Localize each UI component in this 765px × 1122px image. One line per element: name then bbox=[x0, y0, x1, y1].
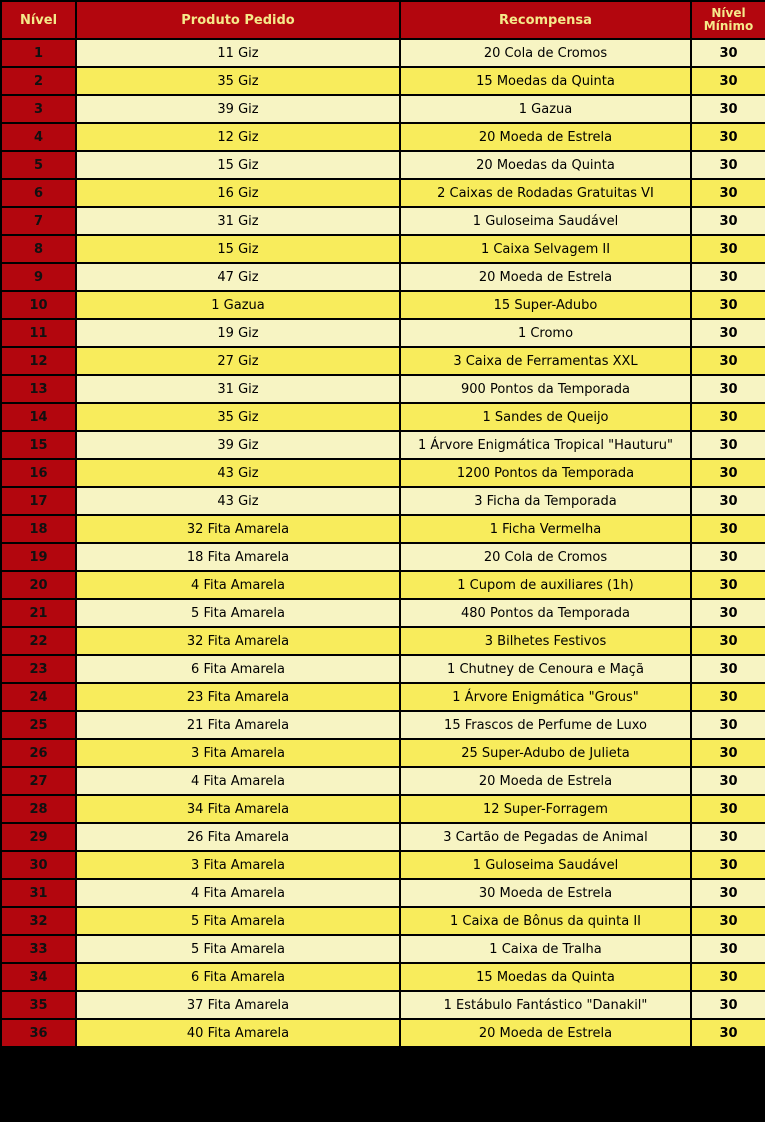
row-min-level-cell: 30 bbox=[691, 431, 765, 459]
row-reward-cell: 30 Moeda de Estrela bbox=[400, 879, 691, 907]
row-product-cell: 6 Fita Amarela bbox=[76, 655, 400, 683]
row-min-level-cell: 30 bbox=[691, 739, 765, 767]
row-level-cell: 25 bbox=[1, 711, 76, 739]
row-level-cell: 21 bbox=[1, 599, 76, 627]
row-level-cell: 26 bbox=[1, 739, 76, 767]
row-min-level-cell: 30 bbox=[691, 1019, 765, 1047]
row-level-cell: 28 bbox=[1, 795, 76, 823]
row-reward-cell: 480 Pontos da Temporada bbox=[400, 599, 691, 627]
row-min-level-cell: 30 bbox=[691, 291, 765, 319]
row-reward-cell: 1 Gazua bbox=[400, 95, 691, 123]
row-product-cell: 5 Fita Amarela bbox=[76, 599, 400, 627]
row-product-cell: 27 Giz bbox=[76, 347, 400, 375]
header-min-level-line2: Mínimo bbox=[703, 19, 754, 33]
table-row bbox=[1, 711, 765, 739]
row-level-cell: 33 bbox=[1, 935, 76, 963]
table-row bbox=[1, 487, 765, 515]
row-min-level-cell: 30 bbox=[691, 403, 765, 431]
table-row bbox=[1, 39, 765, 67]
row-reward-cell: 12 Super-Forragem bbox=[400, 795, 691, 823]
row-min-level-cell: 30 bbox=[691, 963, 765, 991]
row-min-level-cell: 30 bbox=[691, 627, 765, 655]
row-level-cell: 18 bbox=[1, 515, 76, 543]
row-product-cell: 31 Giz bbox=[76, 375, 400, 403]
row-product-cell: 12 Giz bbox=[76, 123, 400, 151]
row-level-cell: 14 bbox=[1, 403, 76, 431]
row-product-cell: 21 Fita Amarela bbox=[76, 711, 400, 739]
row-min-level-cell: 30 bbox=[691, 207, 765, 235]
table-row bbox=[1, 655, 765, 683]
row-product-cell: 19 Giz bbox=[76, 319, 400, 347]
row-reward-cell: 20 Cola de Cromos bbox=[400, 39, 691, 67]
row-reward-cell: 2 Caixas de Rodadas Gratuitas VI bbox=[400, 179, 691, 207]
table-body bbox=[1, 39, 765, 1047]
row-level-cell: 19 bbox=[1, 543, 76, 571]
row-min-level-cell: 30 bbox=[691, 67, 765, 95]
table-row bbox=[1, 403, 765, 431]
table-row bbox=[1, 67, 765, 95]
row-level-cell: 9 bbox=[1, 263, 76, 291]
row-min-level-cell: 30 bbox=[691, 879, 765, 907]
header-min-level bbox=[691, 1, 765, 39]
row-reward-cell: 1 Guloseima Saudável bbox=[400, 851, 691, 879]
table-row bbox=[1, 319, 765, 347]
row-min-level-cell: 30 bbox=[691, 795, 765, 823]
row-reward-cell: 1 Sandes de Queijo bbox=[400, 403, 691, 431]
table-row bbox=[1, 823, 765, 851]
row-reward-cell: 3 Caixa de Ferramentas XXL bbox=[400, 347, 691, 375]
row-min-level-cell: 30 bbox=[691, 235, 765, 263]
header-reward: Recompensa bbox=[400, 1, 691, 39]
table-row bbox=[1, 767, 765, 795]
row-level-cell: 30 bbox=[1, 851, 76, 879]
row-level-cell: 20 bbox=[1, 571, 76, 599]
row-product-cell: 37 Fita Amarela bbox=[76, 991, 400, 1019]
header-product: Produto Pedido bbox=[76, 1, 400, 39]
row-min-level-cell: 30 bbox=[691, 711, 765, 739]
row-product-cell: 39 Giz bbox=[76, 95, 400, 123]
row-min-level-cell: 30 bbox=[691, 851, 765, 879]
row-min-level-cell: 30 bbox=[691, 655, 765, 683]
row-product-cell: 23 Fita Amarela bbox=[76, 683, 400, 711]
row-product-cell: 18 Fita Amarela bbox=[76, 543, 400, 571]
table-row bbox=[1, 627, 765, 655]
row-product-cell: 31 Giz bbox=[76, 207, 400, 235]
row-product-cell: 1 Gazua bbox=[76, 291, 400, 319]
table-row bbox=[1, 1019, 765, 1047]
row-reward-cell: 3 Cartão de Pegadas de Animal bbox=[400, 823, 691, 851]
row-level-cell: 7 bbox=[1, 207, 76, 235]
table-row bbox=[1, 431, 765, 459]
table-row bbox=[1, 375, 765, 403]
row-min-level-cell: 30 bbox=[691, 767, 765, 795]
row-min-level-cell: 30 bbox=[691, 123, 765, 151]
row-level-cell: 5 bbox=[1, 151, 76, 179]
row-product-cell: 40 Fita Amarela bbox=[76, 1019, 400, 1047]
row-level-cell: 11 bbox=[1, 319, 76, 347]
row-product-cell: 26 Fita Amarela bbox=[76, 823, 400, 851]
header-min-level-line1: Nível bbox=[711, 6, 746, 20]
row-level-cell: 8 bbox=[1, 235, 76, 263]
row-min-level-cell: 30 bbox=[691, 459, 765, 487]
row-level-cell: 13 bbox=[1, 375, 76, 403]
table-row bbox=[1, 543, 765, 571]
row-reward-cell: 1 Árvore Enigmática "Grous" bbox=[400, 683, 691, 711]
row-min-level-cell: 30 bbox=[691, 935, 765, 963]
table-row bbox=[1, 795, 765, 823]
row-product-cell: 34 Fita Amarela bbox=[76, 795, 400, 823]
row-level-cell: 24 bbox=[1, 683, 76, 711]
table-row bbox=[1, 963, 765, 991]
row-min-level-cell: 30 bbox=[691, 151, 765, 179]
row-reward-cell: 15 Moedas da Quinta bbox=[400, 963, 691, 991]
row-product-cell: 6 Fita Amarela bbox=[76, 963, 400, 991]
table-row bbox=[1, 935, 765, 963]
row-product-cell: 15 Giz bbox=[76, 235, 400, 263]
table-row bbox=[1, 151, 765, 179]
table-row bbox=[1, 515, 765, 543]
row-min-level-cell: 30 bbox=[691, 347, 765, 375]
row-reward-cell: 20 Moeda de Estrela bbox=[400, 263, 691, 291]
row-reward-cell: 25 Super-Adubo de Julieta bbox=[400, 739, 691, 767]
row-min-level-cell: 30 bbox=[691, 543, 765, 571]
row-reward-cell: 1 Ficha Vermelha bbox=[400, 515, 691, 543]
row-product-cell: 15 Giz bbox=[76, 151, 400, 179]
row-level-cell: 27 bbox=[1, 767, 76, 795]
row-reward-cell: 1 Guloseima Saudável bbox=[400, 207, 691, 235]
row-level-cell: 16 bbox=[1, 459, 76, 487]
row-level-cell: 17 bbox=[1, 487, 76, 515]
row-level-cell: 1 bbox=[1, 39, 76, 67]
row-product-cell: 4 Fita Amarela bbox=[76, 571, 400, 599]
row-level-cell: 23 bbox=[1, 655, 76, 683]
row-min-level-cell: 30 bbox=[691, 375, 765, 403]
row-reward-cell: 1 Caixa Selvagem II bbox=[400, 235, 691, 263]
row-product-cell: 16 Giz bbox=[76, 179, 400, 207]
row-product-cell: 43 Giz bbox=[76, 487, 400, 515]
row-level-cell: 34 bbox=[1, 963, 76, 991]
row-product-cell: 4 Fita Amarela bbox=[76, 879, 400, 907]
row-level-cell: 31 bbox=[1, 879, 76, 907]
row-reward-cell: 900 Pontos da Temporada bbox=[400, 375, 691, 403]
row-level-cell: 35 bbox=[1, 991, 76, 1019]
table-row bbox=[1, 991, 765, 1019]
row-reward-cell: 15 Frascos de Perfume de Luxo bbox=[400, 711, 691, 739]
row-product-cell: 47 Giz bbox=[76, 263, 400, 291]
row-min-level-cell: 30 bbox=[691, 683, 765, 711]
table-row bbox=[1, 95, 765, 123]
row-level-cell: 12 bbox=[1, 347, 76, 375]
row-reward-cell: 1 Estábulo Fantástico "Danakil" bbox=[400, 991, 691, 1019]
row-product-cell: 39 Giz bbox=[76, 431, 400, 459]
row-reward-cell: 1 Árvore Enigmática Tropical "Hauturu" bbox=[400, 431, 691, 459]
table-row bbox=[1, 879, 765, 907]
row-level-cell: 22 bbox=[1, 627, 76, 655]
row-reward-cell: 1 Chutney de Cenoura e Maçã bbox=[400, 655, 691, 683]
row-product-cell: 35 Giz bbox=[76, 67, 400, 95]
header-level: Nível bbox=[1, 1, 76, 39]
row-min-level-cell: 30 bbox=[691, 179, 765, 207]
row-min-level-cell: 30 bbox=[691, 39, 765, 67]
row-reward-cell: 20 Moeda de Estrela bbox=[400, 767, 691, 795]
header-row bbox=[1, 1, 765, 39]
table-row bbox=[1, 235, 765, 263]
row-reward-cell: 1 Caixa de Tralha bbox=[400, 935, 691, 963]
row-min-level-cell: 30 bbox=[691, 319, 765, 347]
row-product-cell: 4 Fita Amarela bbox=[76, 767, 400, 795]
table-row bbox=[1, 599, 765, 627]
row-product-cell: 43 Giz bbox=[76, 459, 400, 487]
row-min-level-cell: 30 bbox=[691, 599, 765, 627]
row-product-cell: 32 Fita Amarela bbox=[76, 515, 400, 543]
row-level-cell: 6 bbox=[1, 179, 76, 207]
row-min-level-cell: 30 bbox=[691, 823, 765, 851]
row-product-cell: 11 Giz bbox=[76, 39, 400, 67]
table-row bbox=[1, 907, 765, 935]
row-reward-cell: 20 Cola de Cromos bbox=[400, 543, 691, 571]
row-level-cell: 36 bbox=[1, 1019, 76, 1047]
row-level-cell: 2 bbox=[1, 67, 76, 95]
table-row bbox=[1, 851, 765, 879]
table-row bbox=[1, 459, 765, 487]
row-product-cell: 3 Fita Amarela bbox=[76, 851, 400, 879]
row-min-level-cell: 30 bbox=[691, 571, 765, 599]
table-row bbox=[1, 571, 765, 599]
table-row bbox=[1, 207, 765, 235]
row-level-cell: 4 bbox=[1, 123, 76, 151]
table-row bbox=[1, 179, 765, 207]
row-reward-cell: 20 Moedas da Quinta bbox=[400, 151, 691, 179]
table-row bbox=[1, 123, 765, 151]
row-reward-cell: 3 Bilhetes Festivos bbox=[400, 627, 691, 655]
row-reward-cell: 20 Moeda de Estrela bbox=[400, 1019, 691, 1047]
row-product-cell: 5 Fita Amarela bbox=[76, 935, 400, 963]
row-min-level-cell: 30 bbox=[691, 95, 765, 123]
row-reward-cell: 15 Super-Adubo bbox=[400, 291, 691, 319]
row-reward-cell: 1200 Pontos da Temporada bbox=[400, 459, 691, 487]
row-product-cell: 32 Fita Amarela bbox=[76, 627, 400, 655]
row-level-cell: 3 bbox=[1, 95, 76, 123]
row-level-cell: 29 bbox=[1, 823, 76, 851]
row-reward-cell: 1 Cupom de auxiliares (1h) bbox=[400, 571, 691, 599]
table-row bbox=[1, 263, 765, 291]
row-reward-cell: 20 Moeda de Estrela bbox=[400, 123, 691, 151]
row-level-cell: 15 bbox=[1, 431, 76, 459]
row-min-level-cell: 30 bbox=[691, 487, 765, 515]
row-min-level-cell: 30 bbox=[691, 907, 765, 935]
row-reward-cell: 15 Moedas da Quinta bbox=[400, 67, 691, 95]
row-product-cell: 3 Fita Amarela bbox=[76, 739, 400, 767]
table-row bbox=[1, 739, 765, 767]
row-product-cell: 5 Fita Amarela bbox=[76, 907, 400, 935]
table-row bbox=[1, 347, 765, 375]
row-reward-cell: 1 Caixa de Bônus da quinta II bbox=[400, 907, 691, 935]
row-reward-cell: 1 Cromo bbox=[400, 319, 691, 347]
row-reward-cell: 3 Ficha da Temporada bbox=[400, 487, 691, 515]
table-row bbox=[1, 683, 765, 711]
row-product-cell: 35 Giz bbox=[76, 403, 400, 431]
row-level-cell: 10 bbox=[1, 291, 76, 319]
row-level-cell: 32 bbox=[1, 907, 76, 935]
row-min-level-cell: 30 bbox=[691, 991, 765, 1019]
row-min-level-cell: 30 bbox=[691, 515, 765, 543]
table-row bbox=[1, 291, 765, 319]
row-min-level-cell: 30 bbox=[691, 263, 765, 291]
